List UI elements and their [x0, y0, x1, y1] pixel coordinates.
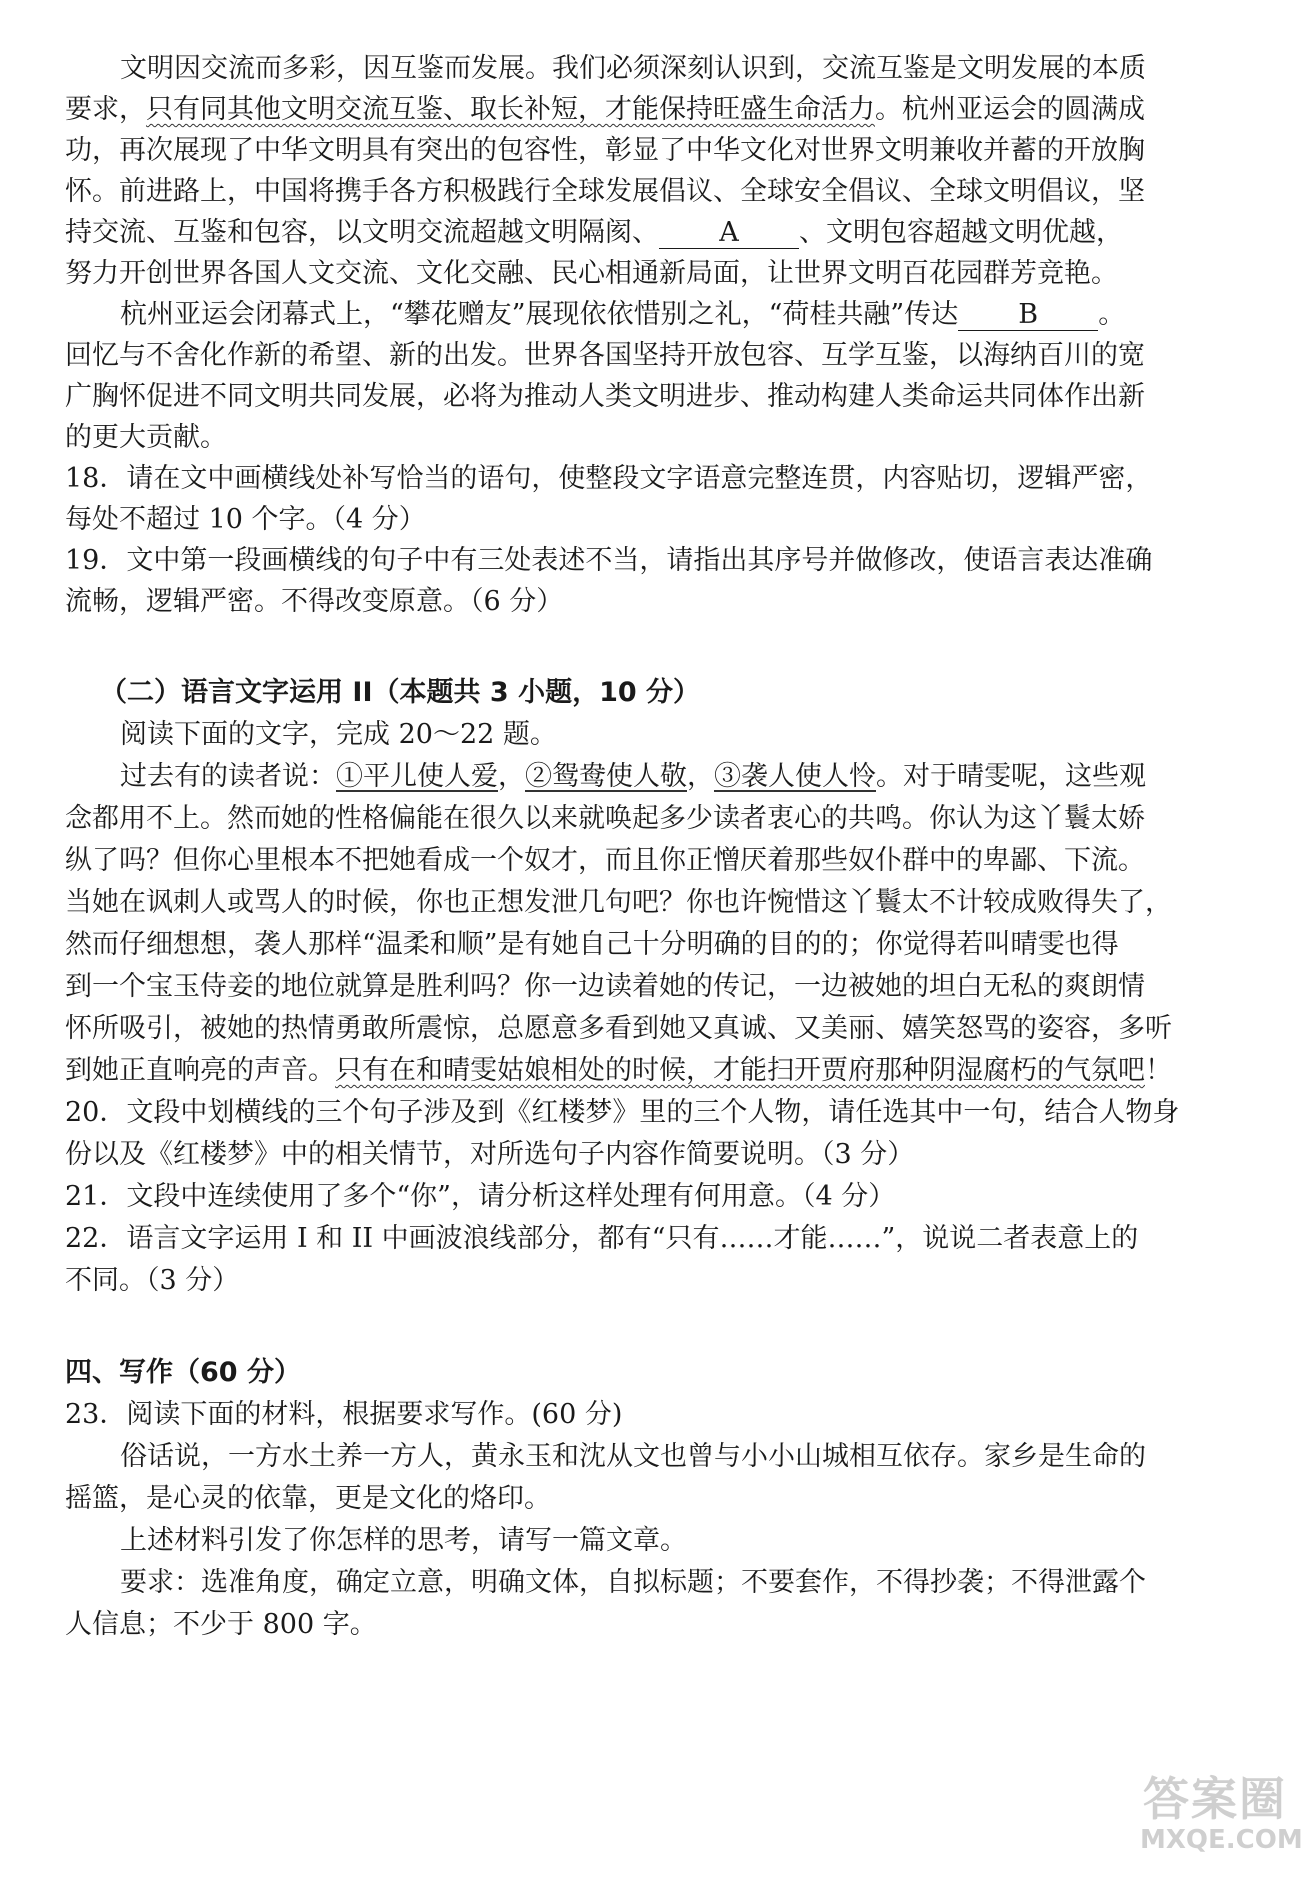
passage2-line	[65, 376, 1145, 418]
passage2-line	[120, 294, 1125, 336]
text: 流畅，逻辑严密。不得改变原意。（6 分）	[65, 586, 564, 617]
question-21: 21．文段中连续使用了多个“你”，请分析这样处理有何用意。（4 分）	[65, 1181, 896, 1212]
passage2-line	[65, 335, 1145, 377]
section-heading-language-use-2: （二）语言文字运用 II（本题共 3 小题，10 分）	[100, 677, 701, 708]
text: ，	[498, 761, 525, 792]
question-22-line	[65, 1218, 1138, 1260]
material-line	[65, 1478, 551, 1520]
watermark-url: MXQE.COM	[1140, 1825, 1303, 1855]
requirements-line	[65, 1604, 377, 1646]
text: ！	[1145, 1055, 1172, 1086]
question-20-line	[65, 1092, 1179, 1134]
text: 到一个宝玉侍妾的地位就算是胜利吗？你一边读着她的传记，一边被她的坦白无私的爽朗情	[65, 971, 1145, 1002]
question-18-line	[65, 458, 1152, 500]
underlined-sentence-2: ②鸳鸯使人敬	[525, 761, 687, 792]
text: 回忆与不舍化作新的希望、新的出发。世界各国坚持开放包容、互学互鉴，以海纳百川的宽	[65, 340, 1145, 371]
watermark-logo-text: 答案圈	[1143, 1772, 1287, 1826]
text: 到她正直响亮的声音。	[65, 1055, 335, 1086]
question-23: 23．阅读下面的材料，根据要求写作。(60 分)	[65, 1399, 623, 1430]
text: 。杭州亚运会的圆满成	[875, 94, 1145, 125]
passage1-line	[65, 253, 1118, 295]
text: 不同。（3 分）	[65, 1265, 240, 1296]
text: 要求，	[65, 94, 146, 125]
question-20-line	[65, 1134, 914, 1176]
section-instruction: 阅读下面的文字，完成 20～22 题。	[120, 719, 557, 750]
passage3-line	[65, 1050, 1172, 1092]
question-19-line	[65, 581, 563, 623]
fill-blank-b: B	[958, 300, 1098, 331]
passage1-line	[65, 212, 1123, 254]
text: 努力开创世界各国人文交流、文化交融、民心相通新局面，让世界文明百花园群芳竞艳。	[65, 258, 1118, 289]
text: 20．文段中划横线的三个句子涉及到《红楼梦》里的三个人物，请任选其中一句，结合人物身	[65, 1097, 1180, 1128]
passage3-line	[120, 756, 1146, 798]
text: 怀。前进路上，中国将携手各方积极践行全球发展倡议、全球安全倡议、全球文明倡议，坚	[65, 176, 1145, 207]
text: 。对于晴雯呢，这些观	[876, 761, 1146, 792]
underlined-sentence-1: ①平儿使人爱	[336, 761, 498, 792]
underlined-sentence-3: ③袭人使人怜	[714, 761, 876, 792]
passage1-line	[65, 171, 1145, 213]
text: 俗话说，一方水土养一方人，黄永玉和沈从文也曾与小小山城相互依存。家乡是生命的	[120, 1441, 1146, 1472]
passage3-line	[65, 1008, 1172, 1050]
passage1-line	[65, 89, 1145, 131]
passage3-line	[65, 798, 1145, 840]
writing-prompt: 上述材料引发了你怎样的思考，请写一篇文章。	[120, 1525, 687, 1556]
text: 22．语言文字运用 I 和 II 中画波浪线部分，都有“只有……才能……”，说说二者表意上的	[65, 1223, 1139, 1254]
text: 摇篮，是心灵的依靠，更是文化的烙印。	[65, 1483, 551, 1514]
wavy-underlined-sentence: 只有在和晴雯姑娘相处的时候，才能扫开贾府那种阴湿腐朽的气氛吧	[335, 1055, 1145, 1086]
passage1-line	[120, 48, 1146, 90]
text: 文明因交流而多彩，因互鉴而发展。我们必须深刻认识到，交流互鉴是文明发展的本质	[120, 53, 1146, 84]
text: 纵了吗？但你心里根本不把她看成一个奴才，而且你正憎厌着那些奴仆群中的卑鄙、下流。	[65, 845, 1145, 876]
text: 念都用不上。然而她的性格偏能在很久以来就唤起多少读者衷心的共鸣。你认为这丫鬟太娇	[65, 803, 1145, 834]
text: ，	[687, 761, 714, 792]
material-line	[120, 1436, 1146, 1478]
passage3-line	[65, 924, 1119, 966]
watermark-logo	[1140, 1772, 1303, 1863]
text: 的更大贡献。	[65, 422, 227, 453]
text: 。	[1098, 299, 1126, 330]
passage2-line	[65, 417, 227, 459]
text: 过去有的读者说：	[120, 761, 336, 792]
text: 然而仔细想想，袭人那样“温柔和顺”是有她自己十分明确的目的的；你觉得若叫晴雯也得	[65, 929, 1119, 960]
passage1-line	[65, 130, 1145, 172]
text: 功，再次展现了中华文明具有突出的包容性，彰显了中华文化对世界文明兼收并蓄的开放胸	[65, 135, 1145, 166]
text: 怀所吸引，被她的热情勇敢所震惊，总愿意多看到她又真诚、又美丽、嬉笑怒骂的姿容，多听	[65, 1013, 1172, 1044]
section-heading-writing: 四、写作（60 分）	[65, 1357, 301, 1388]
passage3-line	[65, 882, 1172, 924]
question-22-line	[65, 1260, 239, 1302]
text: 人信息；不少于 800 字。	[65, 1609, 377, 1640]
text: 当她在讽刺人或骂人的时候，你也正想发泄几句吧？你也许惋惜这丫鬟太不计较成败得失了，	[65, 887, 1172, 918]
text: 19．文中第一段画横线的句子中有三处表述不当，请指出其序号并做修改，使语言表达准确	[65, 545, 1153, 576]
text: 、文明包容超越文明优越，	[799, 217, 1123, 248]
text: 18．请在文中画横线处补写恰当的语句，使整段文字语意完整连贯，内容贴切，逻辑严密，	[65, 463, 1153, 494]
text: 广胸怀促进不同文明共同发展，必将为推动人类文明进步、推动构建人类命运共同体作出新	[65, 381, 1145, 412]
text: 每处不超过 10 个字。（4 分）	[65, 504, 426, 535]
text: 要求：选准角度，确定立意，明确文体，自拟标题；不要套作，不得抄袭；不得泄露个	[120, 1567, 1146, 1598]
text: 杭州亚运会闭幕式上，“攀花赠友”展现依依惜别之礼，“荷桂共融”传达	[120, 299, 959, 330]
requirements-line	[120, 1562, 1146, 1604]
passage3-line	[65, 966, 1145, 1008]
question-18-line	[65, 499, 426, 541]
text: 持交流、互鉴和包容，以文明交流超越文明隔阂、	[65, 217, 659, 248]
wavy-underlined-sentence: 只有同其他文明交流互鉴、取长补短，才能保持旺盛生命活力	[146, 94, 875, 125]
passage3-line	[65, 840, 1145, 882]
question-19-line	[65, 540, 1152, 582]
text: 份以及《红楼梦》中的相关情节，对所选句子内容作简要说明。（3 分）	[65, 1139, 915, 1170]
fill-blank-a: A	[659, 218, 799, 249]
